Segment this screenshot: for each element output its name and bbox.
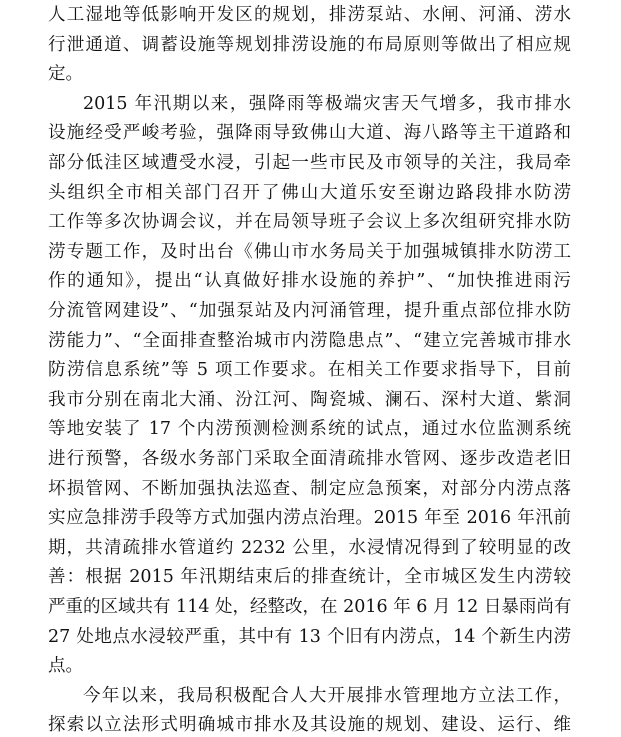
text-line: 点。 [48, 656, 83, 677]
text-line: 设施经受严峻考验，强降雨导致佛山大道、海八路等主干道路和 [48, 123, 571, 144]
text-line: 涝专题工作，及时出台《佛山市水务局关于加强城镇排水防涝工 [48, 241, 571, 262]
text-line: 防涝信息系统”等 5 项工作要求。在相关工作要求指导下，目前 [48, 360, 571, 381]
text-line: 头组织全市相关部门召开了佛山大道乐安至谢边路段排水防涝 [48, 182, 571, 203]
text-line: 坏损管网、不断加强执法巡查、制定应急预案，对部分内涝点落 [48, 478, 571, 499]
text-line: 工作等多次协调会议，并在局领导班子会议上多次组研究排水防 [48, 212, 571, 233]
text-line: 定。 [48, 64, 83, 85]
text-line: 探索以立法形式明确城市排水及其设施的规划、建设、运行、维 [48, 715, 571, 736]
text-line: 涝能力”、“全面排查整治城市内涝隐患点”、“建立完善城市排水 [48, 330, 571, 351]
text-line: 进行预警，各级水务部门采取全面清疏排水管网、逐步改造老旧 [48, 449, 571, 469]
text-line: 作的通知》，提出“认真做好排水设施的养护”、“加快推进雨污 [48, 271, 571, 292]
text-line: 我市分别在南北大涌、汾江河、陶瓷城、澜石、深村大道、紫洞 [48, 389, 571, 410]
text-line: 人工湿地等低影响开发区的规划，排涝泵站、水闸、河涌、涝水 [48, 5, 571, 25]
text-line: 严重的区域共有 114 处，经整改，在 2016 年 6 月 12 日暴雨尚有 [48, 597, 571, 617]
text-line: 2015 年汛期以来，强降雨等极端灾害天气增多，我市排水 [83, 93, 571, 114]
text-line: 等地安装了 17 个内涝预测检测系统的试点，通过水位监测系统 [48, 419, 571, 440]
text-line: 实应急排涝手段等方式加强内涝点治理。2015 年至 2016 年汛前 [48, 508, 571, 529]
text-line: 今年以来，我局积极配合人大开展排水管理地方立法工作， [83, 685, 571, 706]
text-line: 期，共清疏排水管道约 2232 公里，水浸情况得到了较明显的改 [48, 537, 571, 558]
text-line: 行泄通道、调蓄设施等规划排涝设施的布局原则等做出了相应规 [48, 34, 571, 55]
text-line: 善：根据 2015 年汛期结束后的排查统计，全市城区发生内涝较 [48, 567, 571, 588]
text-line: 分流管网建设”、“加强泵站及内河涌管理，提升重点部位排水防 [48, 301, 571, 321]
text-line: 27 处地点水浸较严重，其中有 13 个旧有内涝点，14 个新生内涝 [48, 626, 571, 647]
text-line: 部分低洼区域遭受水浸，引起一些市民及市领导的关注，我局牵 [48, 153, 571, 173]
